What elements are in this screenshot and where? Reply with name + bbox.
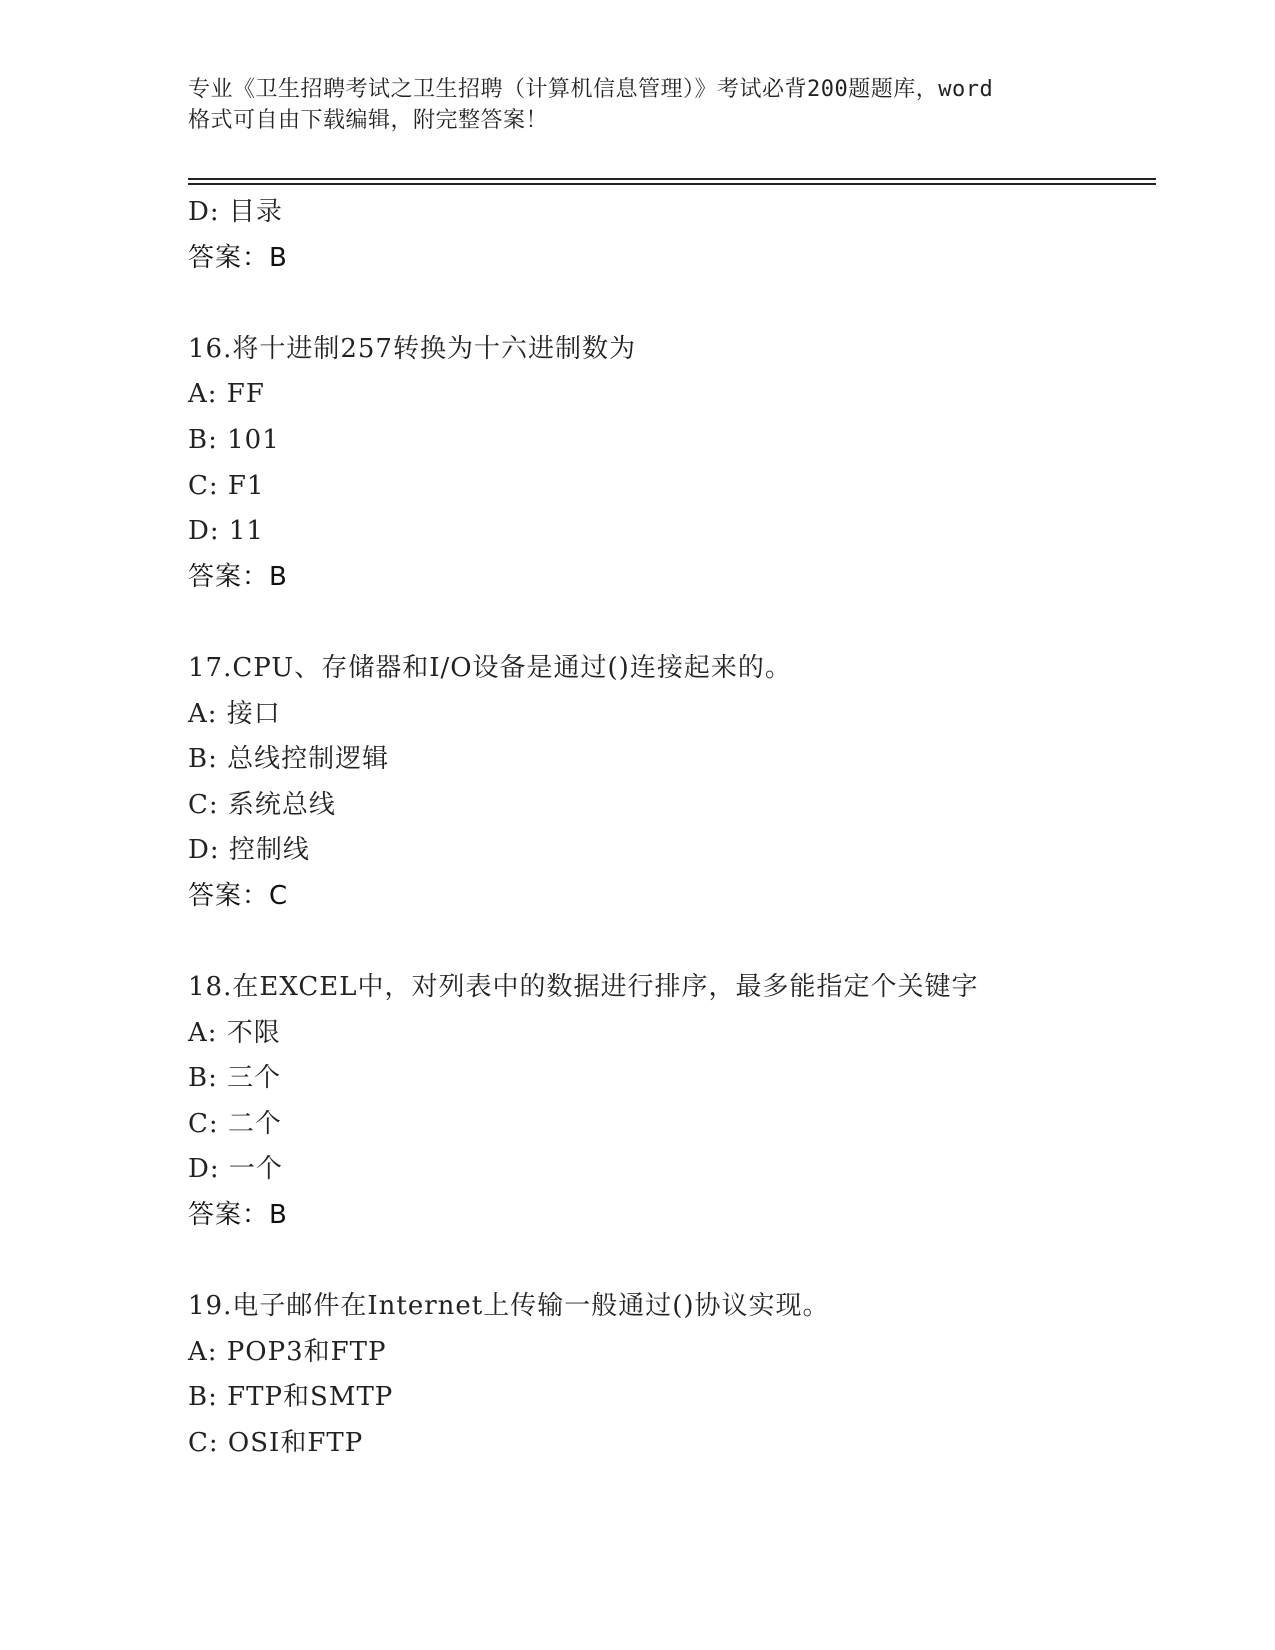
option-a: A: 接口 [188,698,281,729]
option-d: D: 11 [188,516,264,547]
option-c: C: 二个 [188,1108,282,1139]
option-a: A: POP3和FTP [188,1336,387,1367]
question-18 [188,965,1148,1239]
question-stem: 18.在EXCEL中，对列表中的数据进行排序，最多能指定个关键字 [188,972,979,1003]
option-b: B: 三个 [188,1063,282,1094]
question-stem: 16.将十进制257转换为十六进制数为 [188,333,636,364]
option-d: D: 目录 [188,197,283,227]
option-c: C: F1 [188,470,265,501]
header-line-1: 专业《卫生招聘考试之卫生招聘（计算机信息管理）》考试必背200题题库，word [188,77,994,102]
header-divider-top [188,178,1156,180]
spacer [188,281,1148,327]
spacer [188,1239,1148,1285]
spacer [188,920,1148,966]
option-a: A: FF [188,379,265,410]
option-b: B: 总线控制逻辑 [188,744,390,775]
option-b: B: 101 [188,424,280,455]
question-stem: 19.电子邮件在Internet上传输一般通过()协议实现。 [188,1291,830,1322]
option-d: D: 一个 [188,1154,283,1185]
option-c: C: 系统总线 [188,789,336,820]
header-line-2: 格式可自由下载编辑，附完整答案！ [188,108,549,133]
answer: 答案：B [188,561,288,592]
option-b: B: FTP和SMTP [188,1382,394,1413]
header-divider-bottom [188,183,1156,185]
option-c: C: OSI和FTP [188,1428,364,1459]
answer: 答案：B [188,1200,288,1231]
answer: 答案：B [188,242,288,273]
question-stem: 17.CPU、存储器和I/O设备是通过()连接起来的。 [188,652,792,683]
question-17 [188,646,1148,920]
question-list [188,190,1148,1467]
question-16 [188,327,1148,601]
option-a: A: 不限 [188,1017,281,1048]
spacer [188,600,1148,646]
option-d: D: 控制线 [188,835,310,866]
answer: 答案：C [188,880,289,911]
question-19 [188,1284,1148,1466]
document-header [188,74,1108,136]
